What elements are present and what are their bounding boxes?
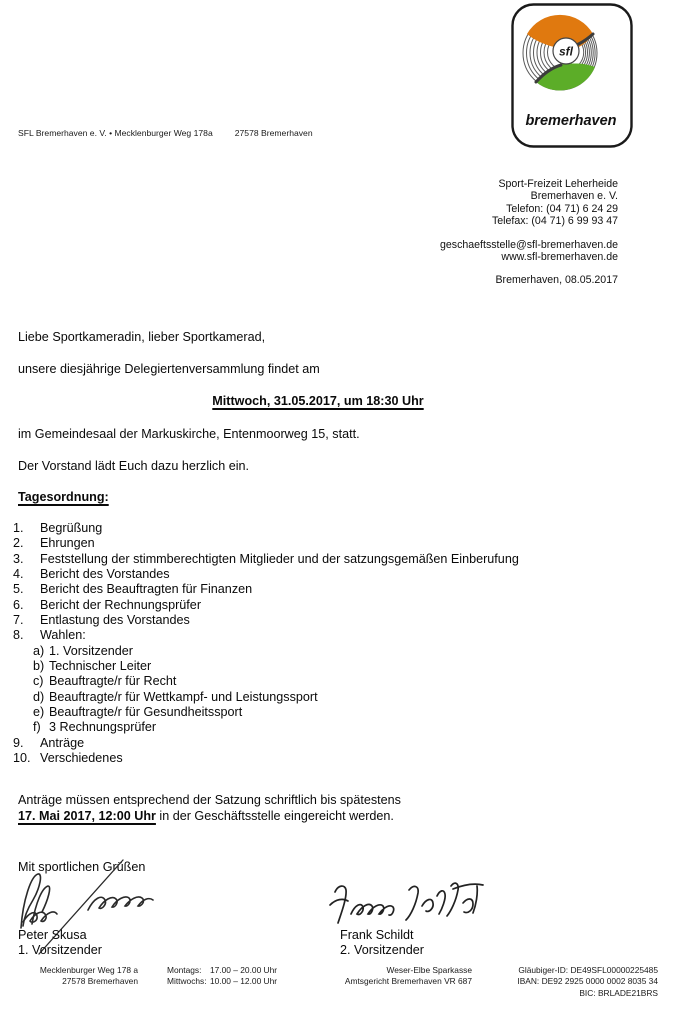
agenda-item	[13, 736, 519, 751]
agenda-letter: f)	[33, 720, 41, 735]
agenda-item	[13, 613, 519, 628]
agenda-text: Anträge	[40, 735, 85, 750]
agenda-item	[13, 598, 519, 613]
agenda-subitem	[13, 674, 519, 689]
agenda-number: 4.	[13, 567, 24, 582]
hours-row	[167, 965, 277, 976]
agenda-text: Wahlen:	[40, 628, 86, 643]
agenda-letter: c)	[33, 674, 44, 689]
deadline-line2	[18, 809, 401, 825]
agenda-list	[13, 521, 519, 767]
agenda-subitem	[13, 644, 519, 659]
agenda-item	[13, 582, 519, 597]
agenda-item	[13, 521, 519, 536]
agenda-letter: b)	[33, 659, 45, 674]
agenda-letter: e)	[33, 705, 45, 720]
deadline-line1: Anträge müssen entsprechend der Satzung schriftlich bis spätestens	[18, 793, 401, 807]
date-line: Bremerhaven, 08.05.2017	[495, 274, 618, 287]
hours-day: Montags:	[167, 965, 202, 975]
logo-bremerhaven-text: bremerhaven	[525, 113, 617, 129]
footer-creditor-id: Gläubiger-ID: DE49SFL00000225485	[518, 965, 658, 975]
agenda-number: 6.	[13, 597, 24, 612]
signer-title: 2. Vorsitzender	[340, 943, 425, 957]
agenda-text: Beauftragte/r für Gesundheitssport	[49, 705, 243, 720]
agenda-text: Technischer Leiter	[49, 659, 152, 674]
agenda-text: Begrüßung	[40, 521, 103, 535]
email-line: geschaeftsstelle@sfl-bremerhaven.de	[440, 238, 618, 251]
phone-line: Telefon: (04 71) 6 24 29	[506, 202, 618, 215]
location-line: im Gemeindesaal der Markuskirche, Entenmoorweg 15, statt.	[18, 427, 360, 441]
agenda-item	[13, 628, 519, 643]
footer-bank-ids	[478, 965, 658, 999]
footer-register: Amtsgericht Bremerhaven VR 687	[344, 976, 472, 987]
event-datetime-text: Mittwoch, 31.05.2017, um 18:30 Uhr	[212, 394, 424, 408]
hours-day: Mittwochs:	[167, 976, 207, 987]
agenda-text: 3 Rechnungsprüfer	[49, 720, 157, 735]
footer-city: 27578 Bremerhaven	[62, 976, 138, 987]
org-name: Sport-Freizeit Leherheide	[498, 178, 618, 190]
footer-office-hours	[167, 965, 277, 988]
agenda-heading	[18, 490, 109, 506]
hours-time: 17.00 – 20.00 Uhr	[210, 965, 278, 975]
agenda-text: Feststellung der stimmberechtigten Mitglieder und der satzungsgemäßen Einberufung	[40, 551, 519, 566]
fax-line: Telefax: (04 71) 6 99 93 47	[491, 215, 618, 228]
footer-bic: BIC: BRLADE21BRS	[579, 987, 658, 998]
sender-address: SFL Bremerhaven e. V. • Mecklenburger Weg 178a	[18, 128, 213, 138]
intro-line: unsere diesjährige Delegiertenversammlung findet am	[18, 362, 320, 376]
agenda-heading-text: Tagesordnung:	[18, 490, 109, 504]
closing-line: Mit sportlichen Grüßen	[18, 860, 146, 874]
agenda-number: 5.	[13, 582, 24, 597]
website-line: www.sfl-bremerhaven.de	[501, 251, 618, 264]
agenda-text: Verschiedenes	[40, 751, 123, 766]
agenda-text: Bericht des Vorstandes	[40, 567, 170, 582]
agenda-text: 1. Vorsitzender	[49, 643, 134, 658]
agenda-item	[13, 536, 519, 551]
deadline-paragraph	[18, 793, 401, 824]
agenda-number: 2.	[13, 536, 24, 551]
agenda-text: Beauftragte/r für Recht	[49, 674, 177, 689]
agenda-subitem	[13, 690, 519, 705]
footer-address	[0, 965, 138, 988]
deadline-date: 17. Mai 2017, 12:00 Uhr	[18, 808, 156, 823]
agenda-subitem	[13, 720, 519, 735]
agenda-number: 7.	[13, 613, 24, 628]
agenda-subitem	[13, 659, 519, 674]
org-name-2: Bremerhaven e. V.	[530, 190, 618, 203]
agenda-text: Bericht des Beauftragten für Finanzen	[40, 582, 253, 597]
agenda-text: Ehrungen	[40, 536, 95, 551]
signer-name: Peter Skusa	[18, 928, 87, 942]
agenda-number: 9.	[13, 735, 24, 750]
signer-title: 1. Vorsitzender	[18, 943, 103, 957]
address-block	[440, 178, 618, 287]
agenda-number: 8.	[13, 628, 24, 643]
sfl-club-logo-icon	[511, 3, 633, 148]
agenda-number: 10.	[13, 751, 31, 766]
signature-frank-schildt	[325, 878, 485, 933]
agenda-letter: a)	[33, 643, 45, 658]
sender-line	[18, 128, 313, 138]
footer-street: Mecklenburger Weg 178 a	[39, 965, 138, 975]
signer-name: Frank Schildt	[340, 928, 414, 942]
agenda-text: Entlastung des Vorstandes	[40, 613, 190, 628]
hours-row	[167, 976, 277, 987]
agenda-number: 1.	[13, 521, 24, 535]
event-datetime	[18, 394, 618, 410]
salutation: Liebe Sportkameradin, lieber Sportkamerad,	[18, 330, 266, 344]
footer-iban: IBAN: DE92 2925 0000 0002 8035 34	[517, 976, 658, 987]
agenda-text: Bericht der Rechnungsprüfer	[40, 597, 202, 612]
hours-time: 10.00 – 12.00 Uhr	[210, 976, 278, 987]
invite-line: Der Vorstand lädt Euch dazu herzlich ein.	[18, 459, 250, 473]
agenda-text: Beauftragte/r für Wettkampf- und Leistungssport	[49, 689, 318, 704]
agenda-item	[13, 552, 519, 567]
agenda-letter: d)	[33, 689, 45, 704]
agenda-number: 3.	[13, 551, 24, 566]
footer-legal	[292, 965, 472, 988]
logo-sfl-text: sfl	[558, 44, 574, 59]
agenda-subitem	[13, 705, 519, 720]
deadline-rest: in der Geschäftsstelle eingereicht werden.	[155, 808, 394, 823]
agenda-item	[13, 567, 519, 582]
footer-bank-name: Weser-Elbe Sparkasse	[386, 965, 472, 975]
sender-city: 27578 Bremerhaven	[234, 128, 313, 138]
agenda-item	[13, 751, 519, 766]
